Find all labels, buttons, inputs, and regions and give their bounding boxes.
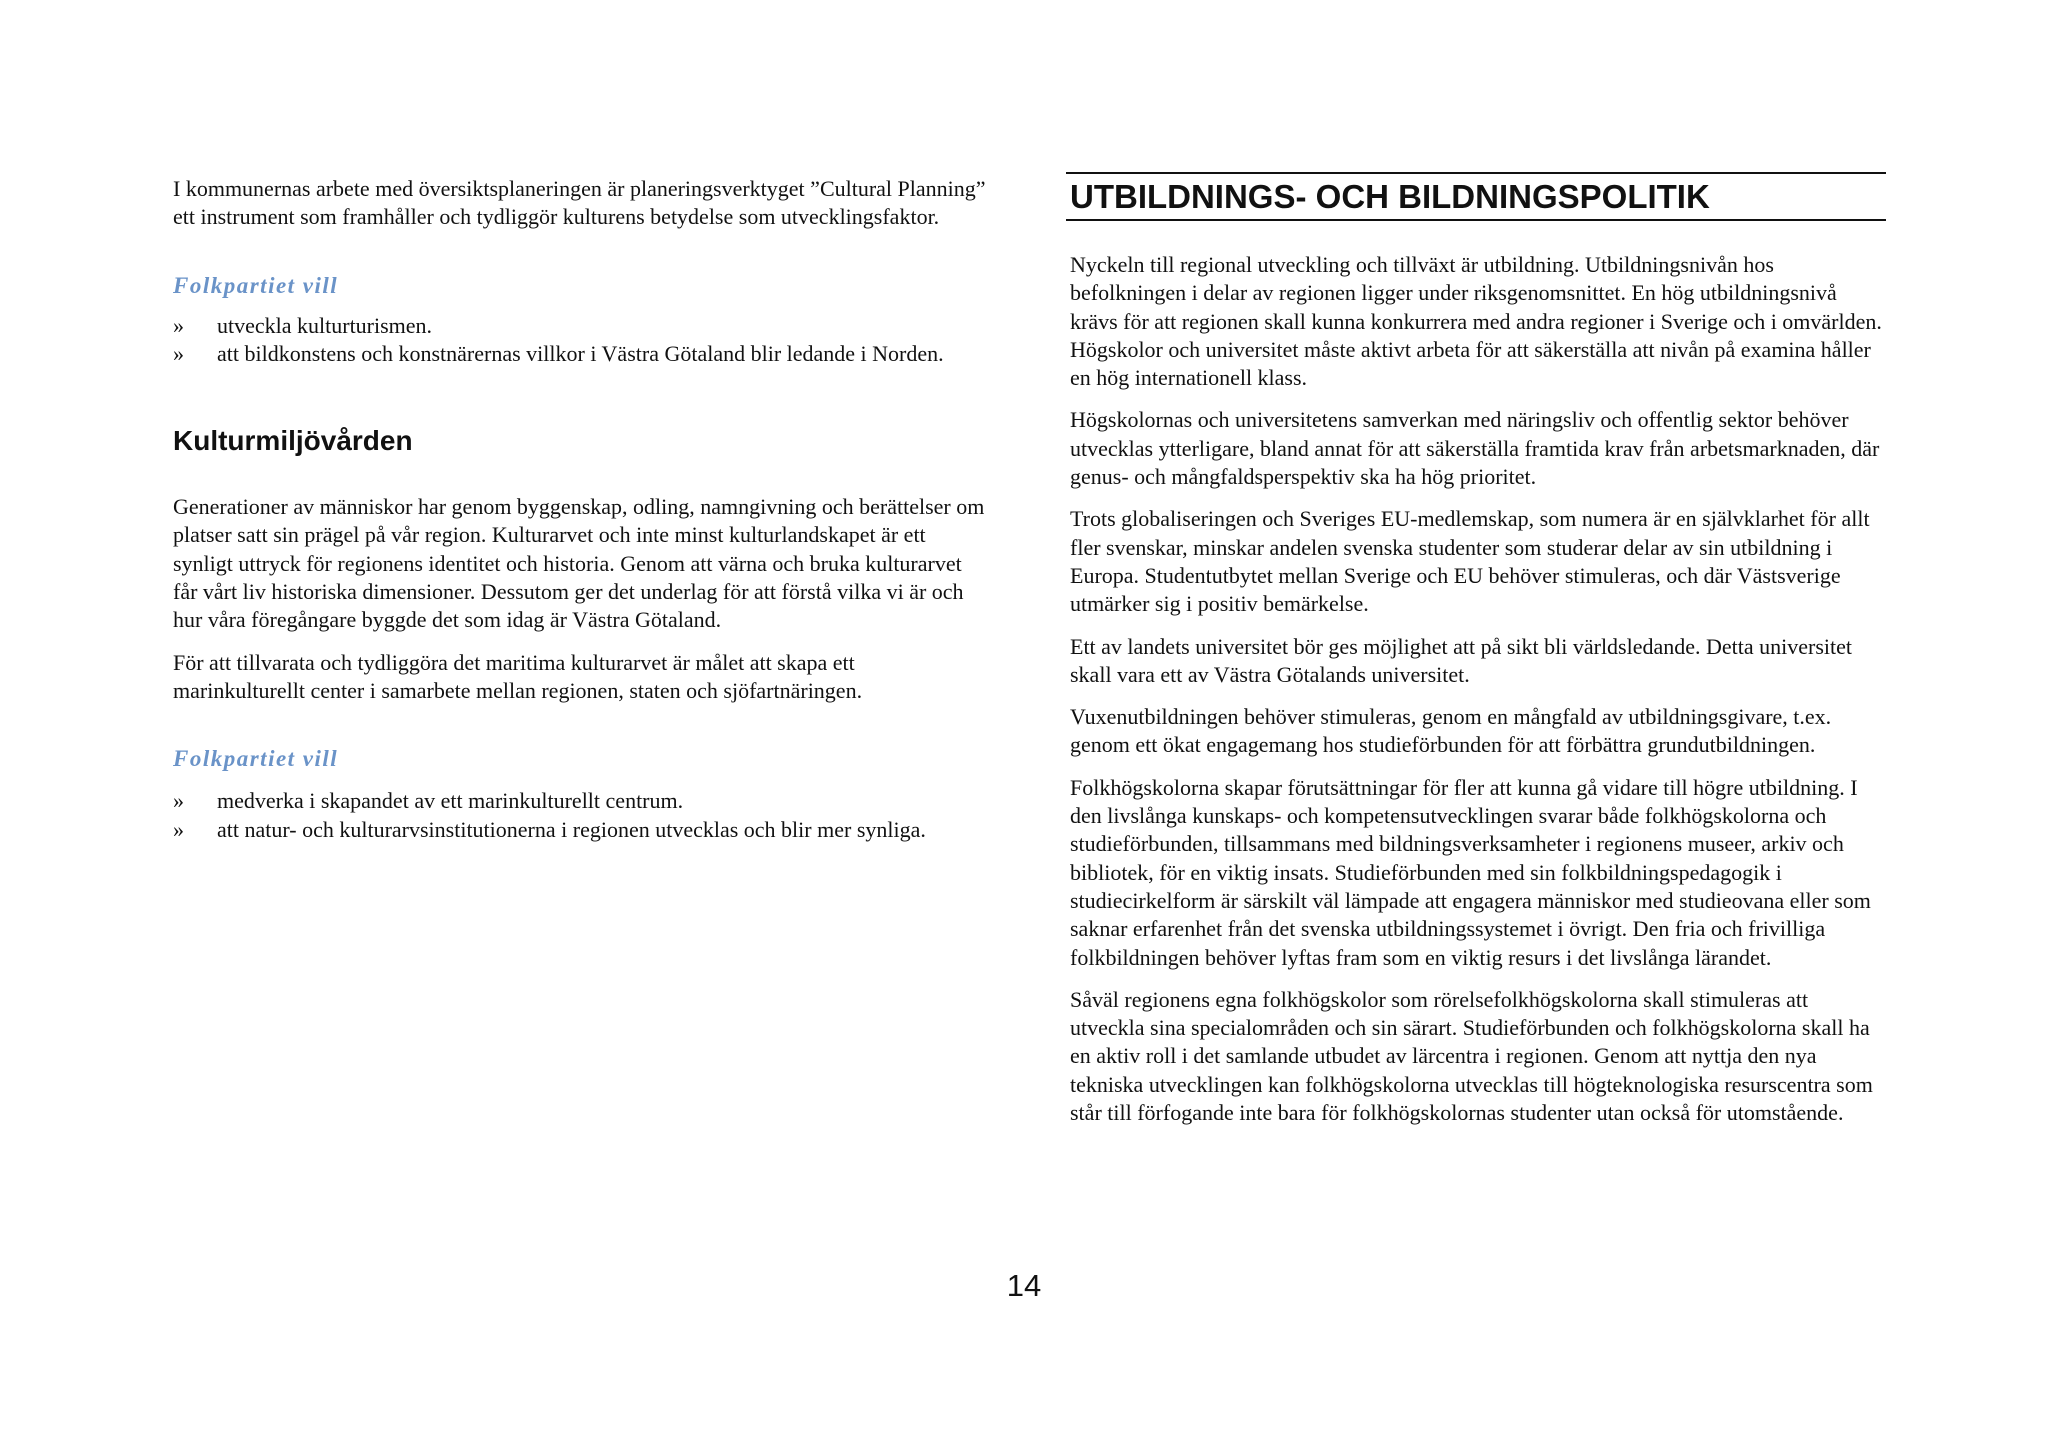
utbildning-paragraph-5: Vuxenutbildningen behöver stimuleras, genom en mångfald av utbildningsgivare, t.ex. genom ett ökat engagemang hos studieförbunden för att förbättra grundutbildningen. [1070,704,1832,758]
section-heading-kulturmiljovarden: Kulturmiljövården [173,425,413,457]
list-item: » att natur- och kulturarvsinstitutionerna i regionen utvecklas och blir mer synliga. [173,816,988,844]
right-column [1070,0,1886,1127]
section-heading-utbildning: UTBILDNINGS- OCH BILDNINGSPOLITIK [1070,178,1710,215]
bullet-mark: » [173,340,184,366]
folkpartiet-vill-heading-2: Folkpartiet vill [173,746,339,772]
intro-paragraph: I kommunernas arbete med översiktsplaneringen är planeringsverktyget ”Cultural Planning” ett instrument som framhåller och tydliggör kulturens betydelse som utvecklingsfaktor. [173,176,986,230]
page-number: 14 [1006,1268,1042,1303]
list-item: » att bildkonstens och konstnärernas villkor i Västra Götaland blir ledande i Norden. [173,340,988,368]
bullet-mark: » [173,312,184,338]
vill-list-2 [173,787,988,844]
kulturmiljo-paragraph-1: Generationer av människor har genom byggenskap, odling, namngivning och berättelser om platser satt sin prägel på vår region. Kulturarvet och inte minst kulturlandskapet är ett synligt uttryck för regionens identitet och historia. Genom att värna och bruka kulturarvet får vårt liv historiska dimensioner. Dessutom ger det underlag för att förstå vilka vi är och hur våra föregångare byggde det som idag är Västra Götaland. [173,494,985,633]
left-column [173,0,988,844]
utbildning-paragraph-1: Nyckeln till regional utveckling och tillväxt är utbildning. Utbildningsnivån hos befolkningen i delar av regionen ligger under riksgenomsnittet. En hög utbildningsnivå krävs för att regionen skall kunna konkurrera med andra regioner i Sverige och i omvärlden. Högskolor och universitet måste aktivt arbeta för att säkerställa att nivån på examina håller en hög internationell klass. [1070,252,1882,391]
vill-list-1 [173,312,988,369]
list-item: » utveckla kulturturismen. [173,312,988,340]
utbildning-paragraph-4: Ett av landets universitet bör ges möjlighet att på sikt bli världsledande. Detta universitet skall vara ett av Västra Götalands universitet. [1070,633,1853,687]
utbildning-paragraph-2: Högskolornas och universitetens samverkan med näringsliv och offentlig sektor behöver utvecklas ytterligare, bland annat för att säkerställa framtida krav från arbetsmarknaden, där genus- och mångfaldsperspektiv ska ha hög prioritet. [1070,407,1880,490]
folkpartiet-vill-heading-1: Folkpartiet vill [173,272,339,298]
list-item: » medverka i skapandet av ett marinkulturellt centrum. [173,787,988,815]
utbildning-paragraph-7: Såväl regionens egna folkhögskolor som rörelsefolkhögskolorna skall stimuleras att utveckla sina specialområden och sin särart. Studieförbunden och folkhögskolorna skall ha en aktiv roll i det samlande utbudet av lärcentra i regionen. Genom att nyttja den nya tekniska utvecklingen kan folkhögskolorna utvecklas till högteknologiska resurscentra som står till förfogande inte bara för folkhögskolornas studenter utan också för utomstående. [1070,986,1873,1126]
section-heading-box [1066,172,1886,221]
utbildning-paragraph-3: Trots globaliseringen och Sveriges EU-medlemskap, som numera är en självklarhet för allt fler svenskar, minskar andelen svenska studenter som studerar delar av sin utbildning i Europa. Studentutbytet mellan Sverige och EU behöver stimuleras, och där Västsverige utmärker sig i positiv bemärkelse. [1070,506,1870,617]
utbildning-paragraph-6: Folkhögskolorna skapar förutsättningar för fler att kunna gå vidare till högre utbildning. I den livslånga kunskaps- och kompetensutvecklingen svarar både folkhögskolorna och studieförbunden, tillsammans med bildningsverksamheter i regionens museer, arkiv och bibliotek, för en viktig insats. Studieförbunden med sin folkbildningspedagogik i studiecirkelform är särskilt väl lämpade att engagera människor med studieovana eller som saknar erfarenhet från det svenska utbildningssystemet i övrigt. Den fria och frivilliga folkbildningen behöver lyftas fram som en viktig resurs i det livslånga lärandet. [1070,774,1871,970]
bullet-mark: » [173,788,184,814]
kulturmiljo-paragraph-2: För att tillvarata och tydliggöra det maritima kulturarvet är målet att skapa ett marinkulturellt center i samarbete mellan regionen, staten och sjöfartnäringen. [173,649,863,703]
bullet-mark: » [173,816,184,842]
